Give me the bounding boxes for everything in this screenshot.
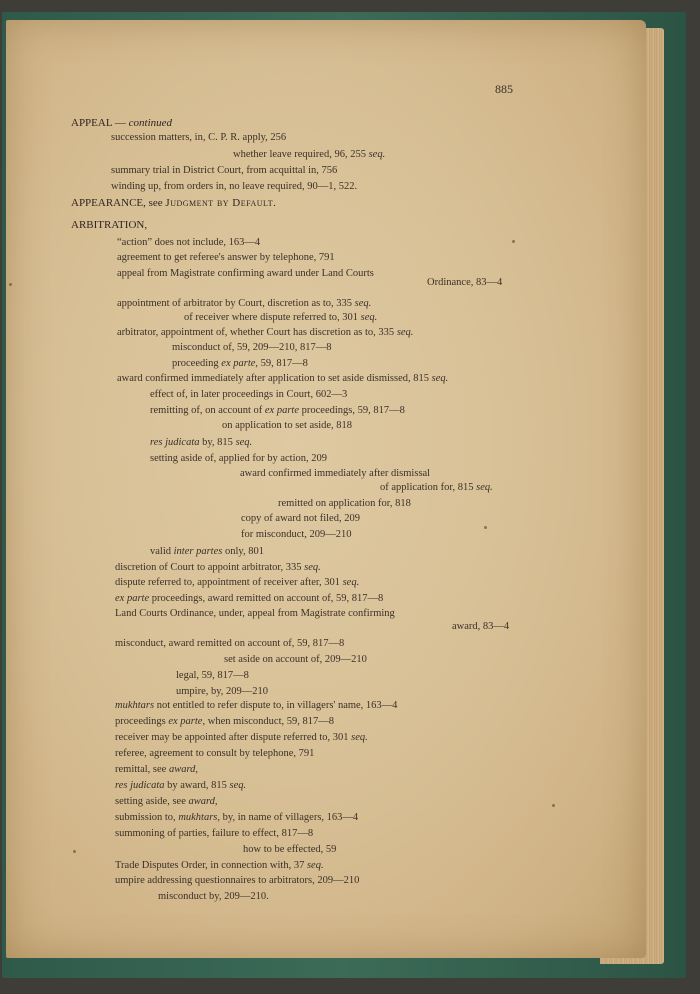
index-line-text: only, 801 (222, 546, 264, 557)
index-line-text: copy of award not filed, 209 (241, 513, 360, 524)
index-line (427, 276, 502, 289)
index-line-text: seq. (368, 149, 386, 160)
index-line-text: mukhtars (115, 700, 155, 711)
index-line-text: ex parte, (221, 358, 259, 369)
index-line-text: dispute referred to, appointment of receiver after, 301 (115, 577, 343, 588)
index-line (380, 481, 493, 494)
index-line (117, 236, 260, 249)
index-line (243, 843, 336, 856)
index-line-text: seq. (235, 437, 253, 448)
index-line-text: award, 83—4 (452, 621, 510, 632)
index-line (111, 164, 337, 177)
index-line (150, 452, 327, 465)
index-line-text: on application to set aside, 818 (222, 420, 353, 431)
index-line (115, 827, 313, 840)
index-line-text: proceeding (172, 358, 222, 369)
index-line (117, 326, 413, 339)
index-line-text: mukhtars, (178, 812, 221, 823)
index-line (241, 512, 360, 525)
index-line-text: seq. (476, 482, 493, 493)
index-line-text: receiver may be appointed after dispute referred to, 301 (115, 732, 352, 743)
index-line-text: how to be effected, 59 (243, 844, 337, 855)
index-line (150, 404, 405, 417)
index-line-text: award confirmed immediately after application to set aside dismissed, 815 (117, 373, 432, 384)
running-head-word: APPEAL — (71, 117, 126, 129)
index-line (115, 715, 334, 728)
index-line-text: discretion of Court to appoint arbitrator, 335 (115, 562, 305, 573)
index-line (150, 436, 252, 449)
index-line-text: by, 815 (199, 437, 236, 448)
index-line-text: summary trial in District Court, from acquittal in, 756 (111, 165, 338, 176)
index-line-text: inter partes (173, 546, 223, 557)
index-line-text: Judgment by Default. (165, 197, 277, 209)
foxing-spot (9, 283, 12, 286)
index-line-text: “action” does not include, 163—4 (117, 237, 261, 248)
index-line (117, 267, 374, 280)
index-line-text: res judicata (115, 780, 165, 791)
index-line-text: seq. (396, 327, 414, 338)
index-line-text: proceedings (115, 716, 169, 727)
index-line (241, 528, 352, 541)
index-line-text: award, (168, 764, 199, 775)
index-line-text: setting aside, see (115, 796, 189, 807)
index-line (115, 731, 368, 744)
index-line (71, 197, 276, 210)
index-line (224, 653, 367, 666)
index-line-text: legal, 59, 817—8 (176, 670, 249, 681)
index-line-text: succession matters, in, C. P. R. apply, 256 (111, 132, 287, 143)
index-line-text: misconduct by, 209—210. (158, 891, 269, 902)
index-line-text: by award, 815 (164, 780, 230, 791)
index-line-text: not entitled to refer dispute to, in villagers' name, 163—4 (154, 700, 398, 711)
index-line (115, 607, 395, 620)
index-line-text: ex parte, (168, 716, 206, 727)
index-line-text: remittal, see (115, 764, 169, 775)
index-line-text: of receiver where dispute referred to, 301 (184, 312, 361, 323)
index-line-text: setting aside of, applied for by action, 209 (150, 453, 327, 464)
index-line (233, 148, 385, 161)
index-line (115, 637, 344, 650)
index-line (115, 779, 246, 792)
foxing-spot (552, 804, 555, 807)
index-line-text: appeal from Magistrate confirming award under Land Courts (117, 268, 374, 279)
index-line-text: seq. (360, 312, 378, 323)
index-line (176, 685, 268, 698)
index-line (240, 467, 430, 480)
index-line-text: agreement to get referee's answer by telephone, 791 (117, 252, 335, 263)
index-line (111, 180, 357, 193)
foxing-spot (512, 240, 515, 243)
index-line-text: umpire, by, 209—210 (176, 686, 269, 697)
index-line-text: effect of, in later proceedings in Court, 602—3 (150, 389, 348, 400)
index-line-text: Trade Disputes Order, in connection with, 37 (115, 860, 307, 871)
index-line (172, 341, 332, 354)
index-line-text: arbitrator, appointment of, whether Court has discretion as to, 335 (117, 327, 397, 338)
index-line-text: 59, 817—8 (258, 358, 308, 369)
index-line-text: set aside on account of, 209—210 (224, 654, 367, 665)
index-line (184, 311, 377, 324)
index-line (158, 890, 269, 903)
index-line (222, 419, 352, 432)
index-line-text: of application for, 815 (380, 482, 477, 493)
index-line (150, 388, 347, 401)
foxing-spot (73, 850, 76, 853)
index-line-text: for misconduct, 209—210 (241, 529, 352, 540)
index-line-text: remitted on application for, 818 (278, 498, 411, 509)
index-line-text: award, (188, 796, 218, 807)
index-line-text: seq. (306, 860, 324, 871)
index-line (117, 297, 371, 310)
index-line (111, 131, 286, 144)
index-line (172, 357, 308, 370)
index-line (115, 561, 321, 574)
index-line (115, 874, 359, 887)
page-number: 885 (495, 82, 513, 96)
index-line (71, 219, 147, 232)
index-line (115, 747, 314, 760)
index-line-text: umpire addressing questionnaires to arbitrators, 209—210 (115, 875, 360, 886)
running-head (71, 117, 172, 130)
index-line (115, 811, 358, 824)
index-line-text: when misconduct, 59, 817—8 (205, 716, 335, 727)
index-line-text: valid (150, 546, 174, 557)
index-line-text: proceedings, 59, 817—8 (299, 405, 405, 416)
index-line-text: Land Courts Ordinance, under, appeal from Magistrate confirming (115, 608, 395, 619)
index-line-text: seq. (342, 577, 360, 588)
index-line (150, 545, 264, 558)
index-line-text: by, in name of villagers, 163—4 (220, 812, 359, 823)
index-line (452, 620, 509, 633)
index-line (117, 251, 335, 264)
index-line-text: APPEARANCE, see (71, 197, 166, 209)
index-line (115, 795, 218, 808)
index-line-text: ex parte (264, 405, 300, 416)
index-line-text: award confirmed immediately after dismissal (240, 468, 431, 479)
index-line-text: seq. (304, 562, 321, 573)
index-line-text: seq. (354, 298, 372, 309)
index-line-text: seq. (351, 732, 368, 743)
index-line-text: misconduct of, 59, 209—210, 817—8 (172, 342, 332, 353)
index-line-text: proceedings, award remitted on account of, 59, 817—8 (149, 593, 384, 604)
index-line-text: ARBITRATION, (71, 219, 148, 231)
index-line (115, 859, 324, 872)
index-line-text: referee, agreement to consult by telephone, 791 (115, 748, 315, 759)
index-line-text: appointment of arbitrator by Court, discretion as to, 335 (117, 298, 355, 309)
running-head-continued: continued (128, 117, 173, 129)
index-line-text: misconduct, award remitted on account of, 59, 817—8 (115, 638, 345, 649)
foxing-spot (484, 526, 487, 529)
index-line-text: remitting of, on account of (150, 405, 265, 416)
index-line-text: ex parte (115, 593, 150, 604)
index-line-text: submission to, (115, 812, 179, 823)
index-line (115, 699, 397, 712)
index-line (115, 576, 359, 589)
index-line (115, 592, 383, 605)
index-line-text: Ordinance, 83—4 (427, 277, 503, 288)
index-line-text: summoning of parties, failure to effect, 817—8 (115, 828, 314, 839)
index-line (278, 497, 411, 510)
index-line (117, 372, 448, 385)
index-line-text: whether leave required, 96, 255 (233, 149, 369, 160)
index-line-text: seq. (431, 373, 449, 384)
index-line (115, 763, 198, 776)
index-line-text: seq. (229, 780, 247, 791)
index-line-text: winding up, from orders in, no leave required, 90—1, 522. (111, 181, 358, 192)
index-line (176, 669, 249, 682)
index-line-text: res judicata (150, 437, 200, 448)
